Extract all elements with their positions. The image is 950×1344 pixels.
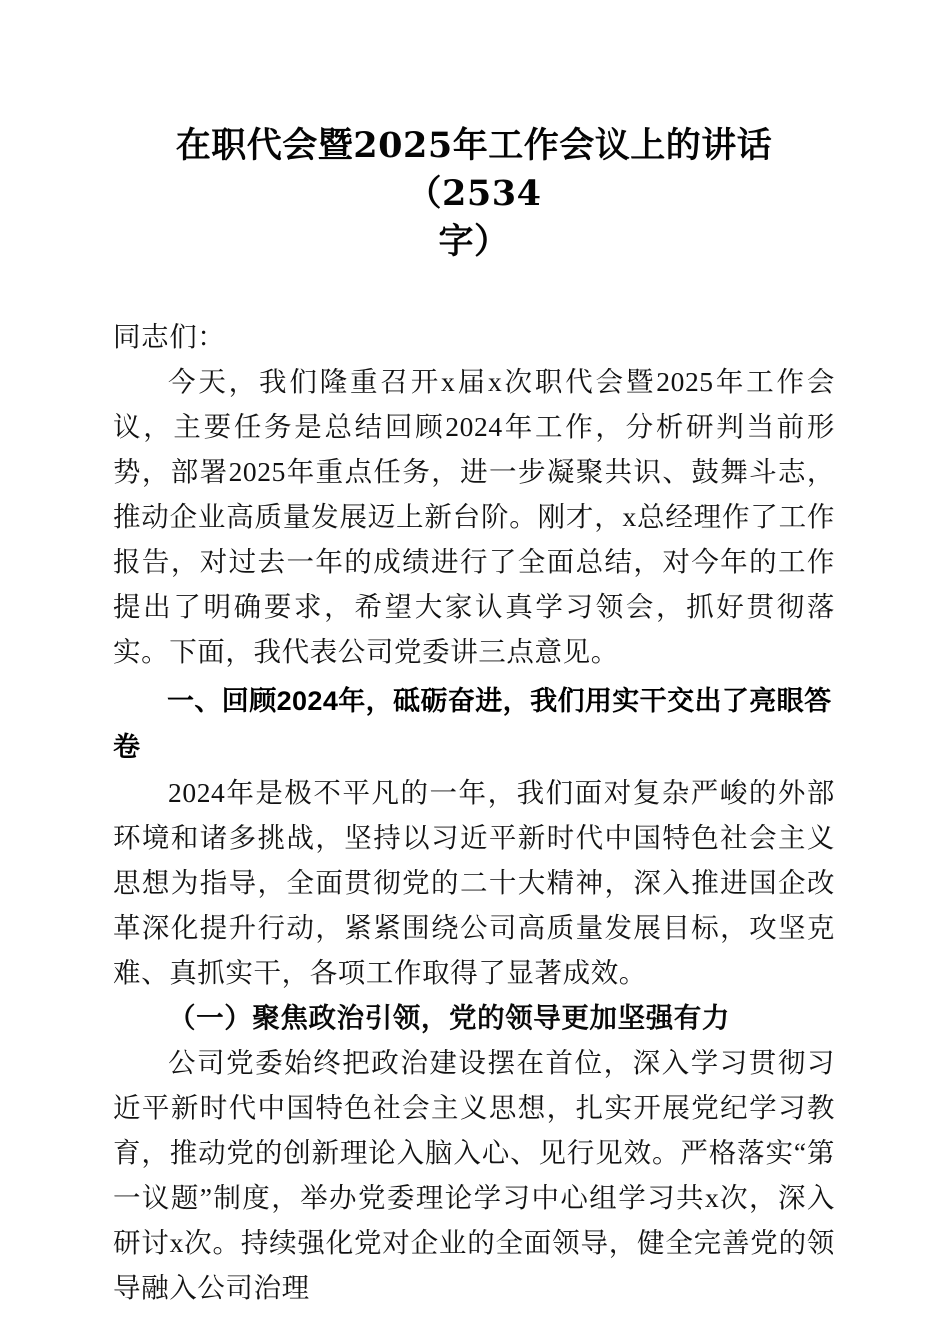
paragraph-opening: 今天，我们隆重召开x届x次职代会暨2025年工作会议，主要任务是总结回顾2024年工作，分析研判当前形势，部署2025年重点任务，进一步凝聚共识、鼓舞斗志，推动企业高质量发展迈上新台阶。刚才，x总经理作了工作报告，对过去一年的成绩进行了全面总结，对今年的工作提出了明确要求，希望大家认真学习领会，抓好贯彻落实。下面，我代表公司党委讲三点意见。 <box>113 366 835 667</box>
paragraph-body-1: 2024年是极不平凡的一年，我们面对复杂严峻的外部环境和诸多挑战，坚持以习近平新时代中国特色社会主义思想为指导，全面贯彻党的二十大精神，深入推进国企改革深化提升行动，紧紧围绕公司高质量发展目标，攻坚克难、真抓实干，各项工作取得了显著成效。 <box>113 777 835 988</box>
paragraph-body-1-1: 公司党委始终把政治建设摆在首位，深入学习贯彻习近平新时代中国特色社会主义思想，扎实开展党纪学习教育，推动党的创新理论入脑入心、见行见效。严格落实“第一议题”制度，举办党委理论学习中心组学习共x次，深入研讨x次。持续强化党对企业的全面领导，健全完善党的领导融入公司治理 <box>113 1047 835 1303</box>
page-title <box>113 0 835 266</box>
subsection-heading-1-1: （一）聚焦政治引领，党的领导更加坚强有力 <box>168 1002 730 1033</box>
salutation: 同志们： <box>113 321 226 352</box>
page-title-line-2: 字） <box>438 221 510 262</box>
page-title-line-1: 在职代会暨2025年工作会议上的讲话（2534 <box>175 125 773 214</box>
document-content <box>113 0 835 1310</box>
section-heading-1: 一、回顾2024年，砥砺奋进，我们用实干交出了亮眼答卷 <box>113 686 832 762</box>
